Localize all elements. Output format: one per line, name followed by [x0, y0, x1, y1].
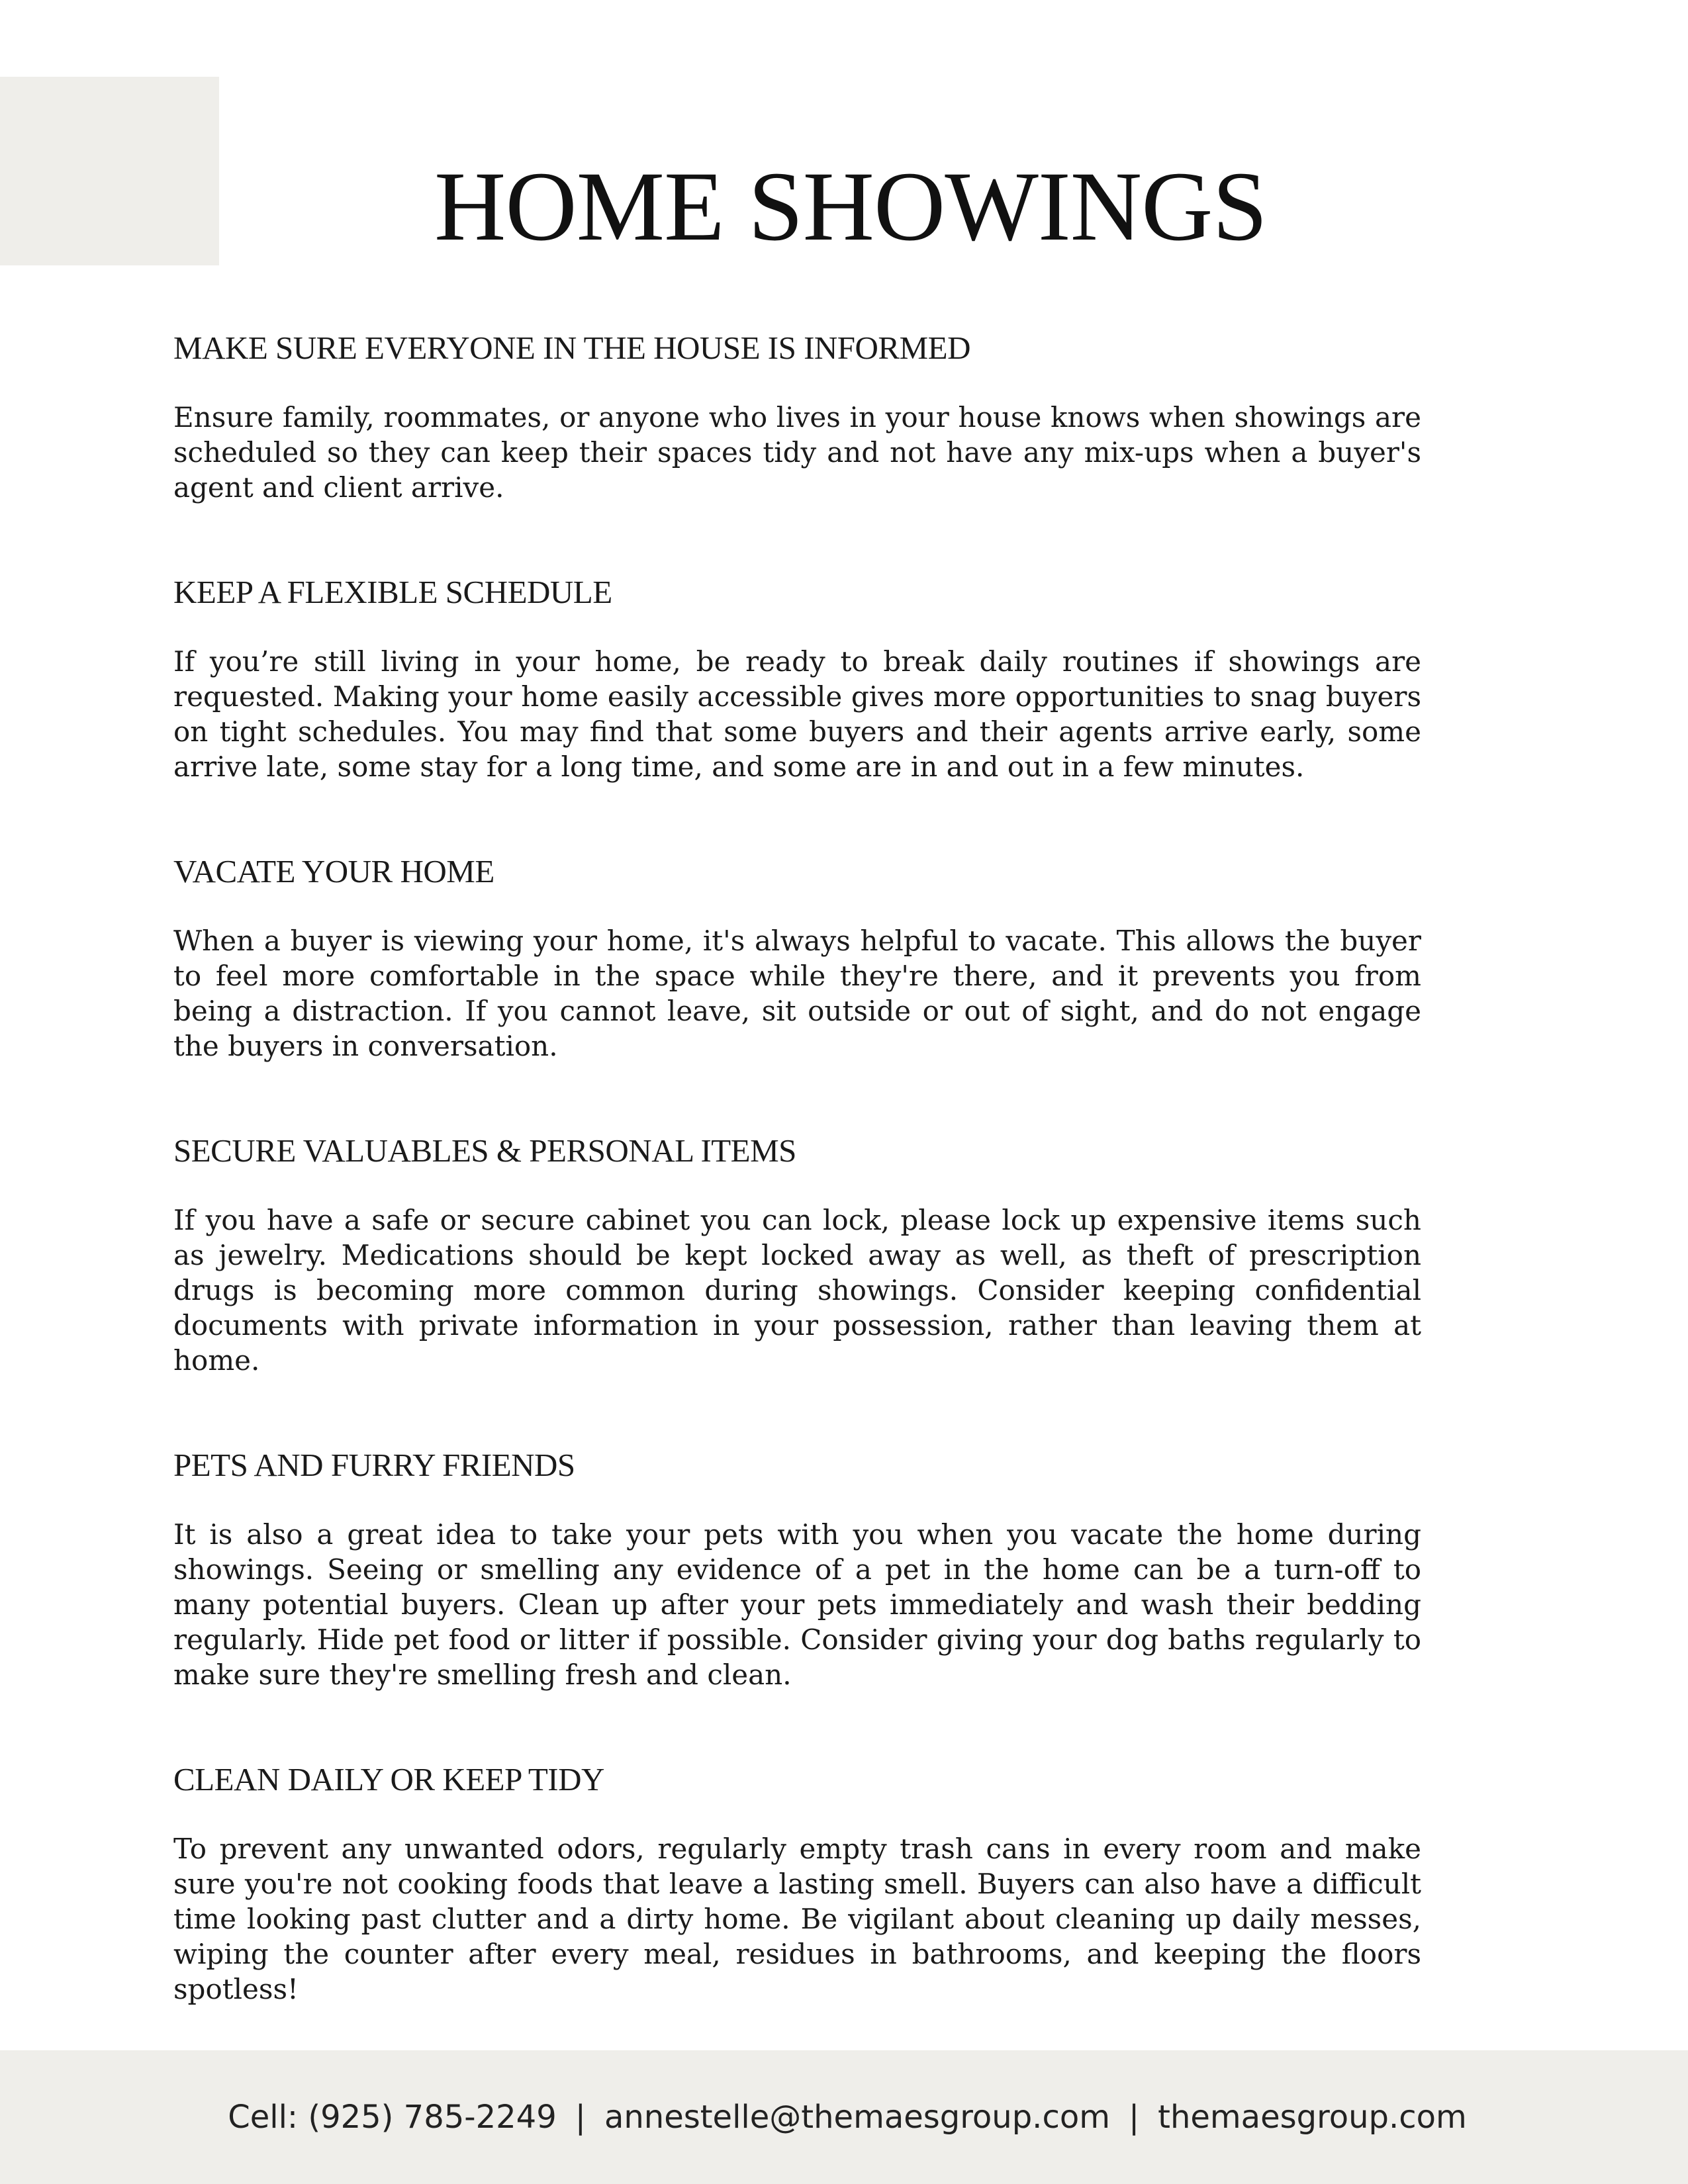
section-inform-household: [173, 324, 1421, 505]
section-body: If you have a safe or secure cabinet you can lock, please lock up expensive items such as jewelry. Medications should be kept locked away as well, as theft of prescription drugs is becoming more common during showings. Consider keeping confidential documents with private information in your possession, rather than leaving them at home.: [173, 1204, 1421, 1377]
section-heading: KEEP A FLEXIBLE SCHEDULE: [173, 574, 612, 610]
section-body: If you’re still living in your home, be ready to break daily routines if showings are requested. Making your home easily accessible gives more opportunities to snag buyers on tight schedules. You may find that some buyers and their agents arrive early, some arrive late, some stay for a long time, and some are in and out in a few minutes.: [173, 645, 1421, 783]
section-flexible-schedule: [173, 569, 1421, 784]
section-vacate-home: [173, 848, 1421, 1064]
section-heading: MAKE SURE EVERYONE IN THE HOUSE IS INFORMED: [173, 330, 970, 366]
section-heading: SECURE VALUABLES & PERSONAL ITEMS: [173, 1132, 796, 1169]
footer-email-link[interactable]: annestelle@themaesgroup.com: [604, 2099, 1110, 2136]
section-heading: VACATE YOUR HOME: [173, 853, 494, 889]
content: [173, 324, 1421, 2007]
footer-contact-line: [221, 2099, 1467, 2136]
page-title: HOME SHOWINGS: [434, 152, 1267, 261]
section-body: It is also a great idea to take your pets with you when you vacate the home during showings. Seeing or smelling any evidence of a pet in the home can be a turn-off to many potential buyers. Clean up after your pets immediately and wash their bedding regularly. Hide pet food or litter if possible. Consider giving your dog baths regularly to make sure they're smelling fresh and clean.: [173, 1518, 1421, 1691]
footer-separator: |: [575, 2099, 586, 2136]
section-body: Ensure family, roommates, or anyone who lives in your house knows when showings are scheduled so they can keep their spaces tidy and not have any mix-ups when a buyer's agent and client arrive.: [173, 401, 1421, 504]
section-heading: CLEAN DAILY OR KEEP TIDY: [173, 1761, 604, 1797]
section-pets: [173, 1441, 1421, 1692]
section-clean-daily: [173, 1756, 1421, 2007]
section-body: To prevent any unwanted odors, regularly empty trash cans in every room and make sure you're not cooking foods that leave a lasting smell. Buyers can also have a difficult time looking past clutter and a dirty home. Be vigilant about cleaning up daily messes, wiping the counter after every meal, residues in bathrooms, and keeping the floors spotless!: [173, 1833, 1421, 2005]
section-heading: PETS AND FURRY FRIENDS: [173, 1447, 575, 1483]
section-secure-valuables: [173, 1127, 1421, 1378]
footer-cell-phone: Cell: (925) 785-2249: [228, 2099, 557, 2136]
footer-separator: |: [1128, 2099, 1140, 2136]
footer: [0, 2050, 1688, 2184]
section-body: When a buyer is viewing your home, it's always helpful to vacate. This allows the buyer to feel more comfortable in the space while they're there, and it prevents you from being a distraction. If you cannot leave, sit outside or out of sight, and do not engage the buyers in conversation.: [173, 925, 1421, 1062]
footer-website-link[interactable]: themaesgroup.com: [1158, 2099, 1467, 2136]
